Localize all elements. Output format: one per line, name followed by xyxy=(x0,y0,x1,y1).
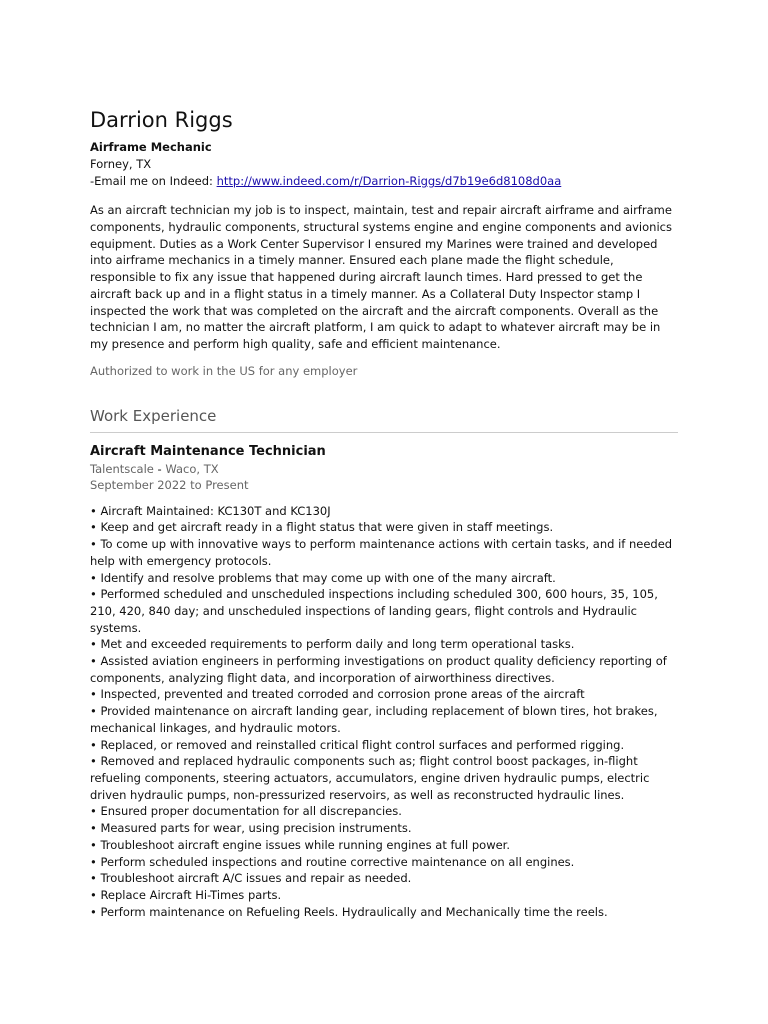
duty-item: • Troubleshoot aircraft engine issues while running engines at full power. xyxy=(90,837,511,852)
candidate-headline: Airframe Mechanic xyxy=(90,140,212,154)
duty-item: • Inspected, prevented and treated corroded and corrosion prone areas of the aircraft xyxy=(90,687,585,702)
duty-item: • Aircraft Maintained: KC130T and KC130J xyxy=(90,503,331,518)
duty-item: • Replace Aircraft Hi-Times parts. xyxy=(90,887,282,902)
duty-item: • Provided maintenance on aircraft landing gear, including replacement of blown tires, hot brakes, mechanical linkages, and hydraulic motors. xyxy=(90,704,658,735)
job-title: Aircraft Maintenance Technician xyxy=(90,443,326,459)
resume-content xyxy=(90,106,678,920)
work-authorization: Authorized to work in the US for any employer xyxy=(90,363,358,378)
duty-item: • Identify and resolve problems that may come up with one of the many aircraft. xyxy=(90,570,556,585)
job-dates: September 2022 to Present xyxy=(90,478,249,493)
duty-item: • Keep and get aircraft ready in a flight status that were given in staff meetings. xyxy=(90,520,554,535)
email-prefix: -Email me on Indeed: xyxy=(90,174,217,188)
company-separator: - xyxy=(153,461,166,476)
duty-item: • Perform maintenance on Refueling Reels. Hydraulically and Mechanically time the reels. xyxy=(90,904,608,919)
indeed-profile-link[interactable]: http://www.indeed.com/r/Darrion-Riggs/d7b19e6d8108d0aa xyxy=(216,174,562,188)
duty-item: • Ensured proper documentation for all discrepancies. xyxy=(90,804,402,819)
duty-item: • Troubleshoot aircraft A/C issues and repair as needed. xyxy=(90,871,412,886)
job-duties-list xyxy=(90,503,678,921)
summary-paragraph: As an aircraft technician my job is to inspect, maintain, test and repair aircraft airframe and airframe components, hydraulic components, structural systems engine and engine components and avionics equipment. Duties as a Work Center Supervisor I ensured my Marines were trained and developed into airframe mechanics in a timely manner. Ensured each plane made the flight schedule, responsible to fix any issue that happened during aircraft launch times. Hard pressed to get the aircraft back up and in a flight status in a timely manner. As a Collateral Duty Inspector stamp I inspected the work that was completed on the aircraft and the aircraft components. Overall as the technician I am, no matter the aircraft platform, I am quick to adapt to whatever aircraft may be in my presence and perform high quality, safe and efficient maintenance. xyxy=(90,203,672,351)
email-line xyxy=(90,173,678,190)
job-company: Talentscale xyxy=(90,461,154,476)
duty-item: • Met and exceeded requirements to perform daily and long term operational tasks. xyxy=(90,637,575,652)
candidate-name: Darrion Riggs xyxy=(90,108,233,132)
duty-item: • Removed and replaced hydraulic components such as; flight control boost packages, in-flight refueling components, steering actuators, accumulators, engine driven hydraulic pumps, electric driven hydraulic pumps, non-pressurized reservoirs, as well as reconstructed hydraulic lines. xyxy=(90,754,650,802)
duty-item: • To come up with innovative ways to perform maintenance actions with certain tasks, and if needed help with emergency protocols. xyxy=(90,537,673,568)
duty-item: • Measured parts for wear, using precision instruments. xyxy=(90,821,412,836)
duty-item: • Perform scheduled inspections and routine corrective maintenance on all engines. xyxy=(90,854,575,869)
section-divider xyxy=(90,432,678,433)
job-company-line xyxy=(90,461,678,478)
duty-item: • Assisted aviation engineers in performing investigations on product quality deficiency reporting of components, analyzing flight data, and incorporation of airworthiness directives. xyxy=(90,654,667,685)
job-location: Waco, TX xyxy=(165,461,219,476)
work-experience-heading: Work Experience xyxy=(90,406,217,425)
duty-item: • Performed scheduled and unscheduled inspections including scheduled 300, 600 hours, 35, 105, 210, 420, 840 day; and unscheduled inspections of landing gears, flight controls and Hydraulic systems. xyxy=(90,587,658,635)
candidate-location: Forney, TX xyxy=(90,157,152,171)
duty-item: • Replaced, or removed and reinstalled critical flight control surfaces and performed rigging. xyxy=(90,737,625,752)
